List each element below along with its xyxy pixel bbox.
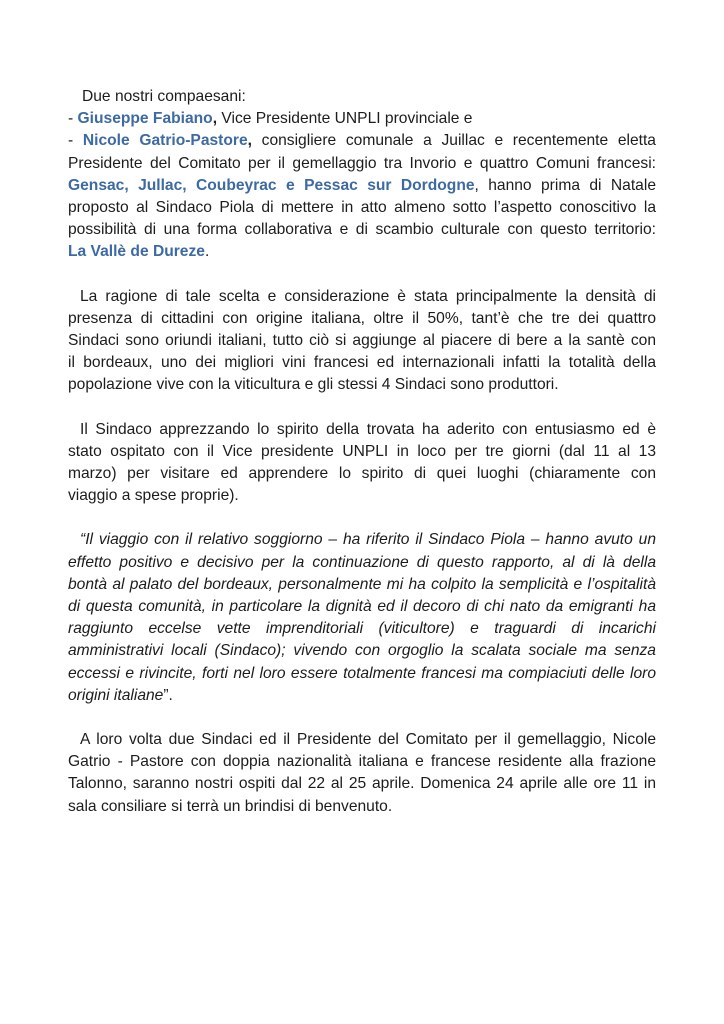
quote-line: amministrativi locali (Sindaco); vivendo con orgoglio la scalata sociale ma senza: [68, 642, 656, 660]
reason-paragraph: [68, 286, 656, 397]
intro-text: , hanno prima di Natale: [474, 176, 656, 194]
paragraph-line: presenza di cittadini con origine italiana, oltre il 50%, tant’è che tre dei quattro: [68, 309, 656, 327]
visit-paragraph: [68, 419, 656, 508]
list-dash: -: [68, 132, 83, 150]
intro-paragraph: [68, 86, 656, 264]
comma: ,: [247, 132, 252, 150]
person-name-fabiano: Giuseppe Fabiano: [77, 110, 213, 128]
paragraph-line: marzo) per visitare ed apprendere lo spirito di quei luoghi (chiaramente con: [68, 465, 656, 483]
quote-line: “Il viaggio con il relativo soggiorno – ha riferito il Sindaco Piola – hanno avuto un: [80, 531, 656, 549]
quote-line: [68, 685, 656, 707]
list-dash: -: [68, 110, 78, 128]
intro-line: possibilità di una forma collaborativa e di scambio culturale con questo territorio:: [68, 221, 656, 239]
paragraph-line: Gatrio - Pastore con doppia nazionalità italiana e francese residente alla frazione: [68, 753, 656, 771]
quote-text: origini italiane: [68, 686, 164, 704]
paragraph-line: sala consiliare si terrà un brindisi di benvenuto.: [68, 797, 393, 815]
intro-line: [68, 108, 656, 130]
comma: ,: [212, 110, 218, 128]
quote-line: bontà al palato del bordeaux, personalmente mi ha colpito la semplicità e l’ospitalità: [68, 575, 656, 593]
paragraph-line: stato ospitato con il Vice presidente UNPLI in loco per tre giorni (dal 11 al 13: [68, 442, 656, 460]
intro-line: Due nostri compaesani:: [82, 88, 246, 105]
paragraph-line: popolazione vive con la viticultura e gli stessi 4 Sindaci sono produttori.: [68, 376, 559, 394]
return-visit-paragraph: [68, 729, 656, 818]
paragraph-line: Il Sindaco apprezzando lo spirito della trovata ha aderito con entusiasmo ed è: [80, 420, 656, 438]
document-page: [68, 86, 656, 840]
paragraph-line: Sindaci sono oriundi italiani, tutto ciò si aggiunge al piacere di bere a la santè con: [68, 332, 656, 350]
intro-line: Presidente del Comitato per il gemellaggio tra Invorio e quattro Comuni francesi:: [68, 154, 656, 172]
paragraph-line: Talonno, saranno nostri ospiti dal 22 al 25 aprile. Domenica 24 aprile alle ore 11 in: [68, 775, 656, 793]
quote-close: ”.: [163, 686, 173, 704]
intro-line: [68, 175, 656, 197]
quote-line: effetto positivo e decisivo per la continuazione di questo rapporto, al di là della: [68, 553, 656, 571]
quote-line: raggiunto eccelse vette imprenditoriali (viticultore) e traguardi di incarichi: [68, 620, 656, 638]
mayor-quote: [68, 529, 656, 707]
person-name-gatrio-pastore: Nicole Gatrio-Pastore: [82, 132, 248, 150]
town-names: Gensac, Jullac, Coubeyrac e Pessac sur Dordogne: [68, 176, 475, 194]
paragraph-line: A loro volta due Sindaci ed il Presidente del Comitato per il gemellaggio, Nicole: [80, 731, 656, 749]
intro-line: proposto al Sindaco Piola di mettere in atto almeno sotto l’aspetto conoscitivo la: [68, 199, 656, 217]
paragraph-line: il bordeaux, uno dei migliori vini francesi ed internazionali infatti la totalità della: [68, 354, 656, 372]
period: .: [204, 243, 210, 261]
place-name: La Vallè de Dureze: [68, 243, 205, 261]
quote-line: eccessi e rivincite, forti nel loro essere totalmente francesi ma compiaciuti delle loro: [68, 664, 656, 682]
paragraph-line: La ragione di tale scelta e considerazione è stata principalmente la densità di: [80, 287, 656, 305]
role-text: Vice Presidente UNPLI provinciale e: [217, 110, 473, 128]
quote-line: di questa comunità, in particolare la dignità ed il decoro di chi nato da emigranti ha: [68, 598, 656, 616]
intro-line: [68, 241, 656, 263]
paragraph-line: viaggio a spese proprie).: [68, 487, 239, 505]
role-text: consigliere comunale a Juillac e recentemente eletta: [251, 132, 656, 150]
intro-line: [68, 130, 656, 152]
